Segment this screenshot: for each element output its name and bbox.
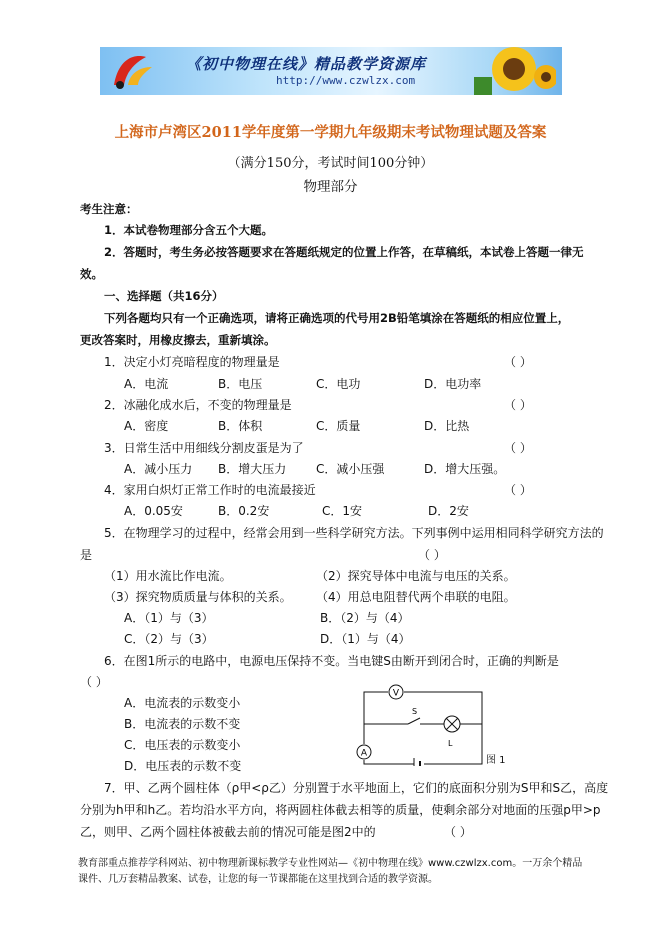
- q7-answer-blank: （ ）: [444, 825, 472, 839]
- voltmeter-icon: [389, 685, 403, 699]
- q2-option-a: A．密度: [124, 419, 169, 433]
- ammeter-icon: [357, 745, 371, 759]
- section-instruction-line2: 更改答案时，用橡皮擦去，重新填涂。: [80, 333, 276, 347]
- q4-option-a: A．0.05安: [124, 504, 183, 518]
- q5-stem-line1: 5．在物理学习的过程中，经常会用到一些科学研究方法。下列事例中运用相同科学研究方法的: [104, 526, 604, 540]
- notice-item-1: 1．本试卷物理部分含五个大题。: [104, 223, 273, 237]
- banner-title: 《初中物理在线》精品教学资源库: [186, 55, 427, 73]
- q5-stem-line2: 是: [80, 548, 93, 562]
- q7-line2: 分别为h甲和h乙。若均沿水平方向，将两圆柱体截去相等的质量，使剩余部分对地面的压强p甲>p: [80, 803, 601, 817]
- q4-answer-blank: （ ）: [504, 483, 532, 497]
- q3-option-d: D．增大压强。: [424, 462, 506, 476]
- q5-statement-3: （3）探究物质质量与体积的关系。: [104, 590, 292, 604]
- q7-line3: 乙，则甲、乙两个圆柱体被截去前的情况可能是图2中的: [80, 825, 376, 839]
- q5-answer-blank: （ ）: [418, 548, 446, 562]
- q3-answer-blank: （ ）: [504, 441, 532, 455]
- section-part: 物理部分: [303, 179, 358, 195]
- q3-option-c: C．减小压强: [316, 462, 385, 476]
- page-title: 上海市卢湾区2011学年度第一学期九年级期末考试物理试题及答案: [114, 124, 547, 141]
- q5-statement-4: （4）用总电阻替代两个串联的电阻。: [316, 590, 516, 604]
- q2-stem: 2．冰融化成水后，不变的物理量是: [104, 398, 292, 412]
- q1-answer-blank: （ ）: [504, 355, 532, 369]
- q5-option-d: D．（1）与（4）: [320, 632, 411, 646]
- notice-heading: 考生注意：: [80, 202, 138, 216]
- section-heading: 一、选择题（共16分）: [104, 289, 224, 303]
- q2-option-c: C．质量: [316, 419, 361, 433]
- sunflower-icon: [464, 47, 556, 95]
- q2-option-b: B．体积: [218, 419, 263, 433]
- q1-stem: 1．决定小灯亮暗程度的物理量是: [104, 355, 280, 369]
- q5-option-a: A．（1）与（3）: [124, 611, 214, 625]
- q7-line1: 7．甲、乙两个圆柱体（ρ甲<ρ乙）分别置于水平地面上，它们的底面积分别为S甲和S乙，高度: [104, 781, 609, 795]
- q5-option-c: C．（2）与（3）: [124, 632, 214, 646]
- q4-option-c: C．1安: [322, 504, 363, 518]
- q6-stem: 6．在图1所示的电路中，电源电压保持不变。当电键S由断开到闭合时，正确的判断是: [104, 654, 559, 668]
- q6-option-b: B．电流表的示数不变: [124, 717, 241, 731]
- q4-option-b: B．0.2安: [218, 504, 270, 518]
- q4-option-d: D．2安: [428, 504, 469, 518]
- q5-statement-1: （1）用水流比作电流。: [104, 569, 232, 583]
- footer-note: 教育部重点推荐学科网站、初中物理新课标教学专业性网站—《初中物理在线》www.czwlzx.com。一万余个精品课件、几万套精品教案、试卷，让您的每一节课都能在这里找到合适的教学资源。: [78, 858, 583, 885]
- notice-item-2-line2: 效。: [80, 267, 103, 281]
- lamp-label: L: [448, 739, 453, 748]
- q6-option-c: C．电压表的示数变小: [124, 738, 241, 752]
- q4-stem: 4．家用白炽灯正常工作时的电流最接近: [104, 483, 316, 497]
- figure-1-circuit-diagram: [354, 684, 494, 766]
- q2-option-d: D．比热: [424, 419, 470, 433]
- q2-answer-blank: （ ）: [504, 398, 532, 412]
- q3-stem: 3．日常生活中用细线分割皮蛋是为了: [104, 441, 304, 455]
- q1-option-a: A．电流: [124, 377, 169, 391]
- q5-option-b: B．（2）与（4）: [320, 611, 410, 625]
- lamp-icon: [444, 716, 460, 732]
- q5-statement-2: （2）探究导体中电流与电压的关系。: [316, 569, 516, 583]
- q3-option-b: B．增大压力: [218, 462, 287, 476]
- header-banner: [100, 47, 562, 95]
- q3-option-a: A．减小压力: [124, 462, 193, 476]
- q6-option-a: A．电流表的示数变小: [124, 696, 241, 710]
- section-instruction-line1: 下列各题均只有一个正确选项，请将正确选项的代号用2B铅笔填涂在答题纸的相应位置上，: [104, 311, 570, 325]
- q1-option-c: C．电功: [316, 377, 361, 391]
- exam-info: （满分150分，考试时间100分钟）: [227, 156, 434, 171]
- notice-item-2-line1: 2．答题时，考生务必按答题要求在答题纸规定的位置上作答，在草稿纸，本试卷上答题一律无: [104, 245, 584, 259]
- ammeter-label: A: [360, 748, 368, 759]
- figure-1-caption: 图 1: [486, 755, 506, 766]
- q1-option-d: D．电功率: [424, 377, 482, 391]
- banner-url[interactable]: http://www.czwlzx.com: [276, 74, 416, 87]
- q6-option-d: D．电压表的示数不变: [124, 759, 242, 773]
- voltmeter-label: V: [392, 688, 400, 699]
- q1-option-b: B．电压: [218, 377, 263, 391]
- q6-answer-blank: （ ）: [80, 675, 108, 689]
- switch-label: S: [412, 707, 418, 716]
- site-logo-icon: [106, 51, 158, 91]
